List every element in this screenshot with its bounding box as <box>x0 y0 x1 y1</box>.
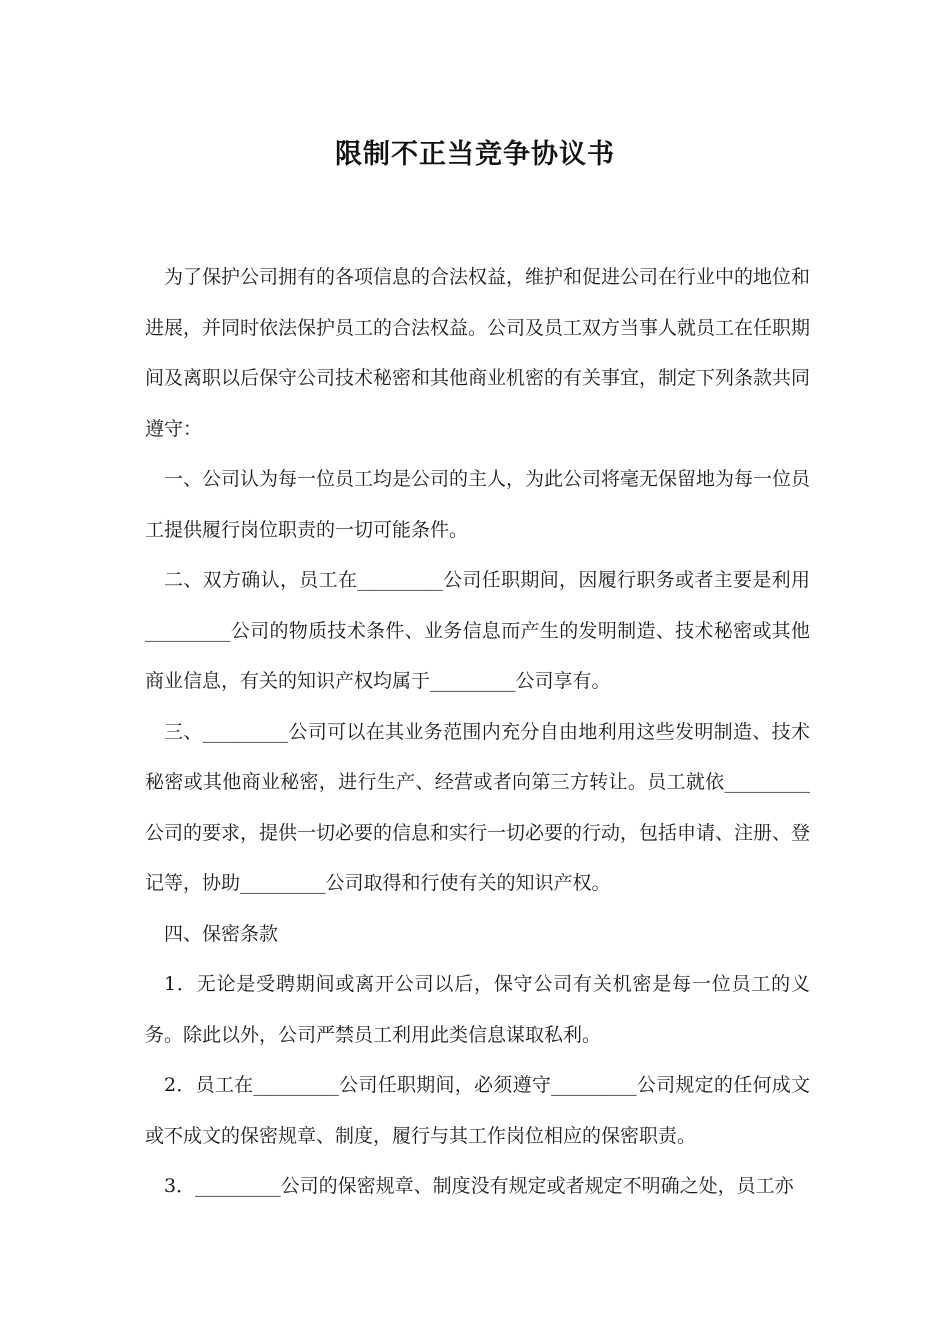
document-title: 限制不正当竞争协议书 <box>335 139 615 170</box>
document-body <box>145 252 810 1212</box>
clause-4-item-1: 1．无论是受聘期间或离开公司以后，保守公司有关机密是每一位员工的义务。除此以外，公司严禁员工利用此类信息谋取私利。 <box>145 973 810 1046</box>
clause-4-item-3: 3．_________公司的保密规章、制度没有规定或者规定不明确之处，员工亦 <box>164 1175 794 1197</box>
clause-1-paragraph: 一、公司认为每一位员工均是公司的主人，为此公司将毫无保留地为每一位员工提供履行岗位职责的一切可能条件。 <box>145 468 811 541</box>
clause-3-paragraph: 三、_________公司可以在其业务范围内充分自由地利用这些发明制造、技术秘密或其他商业秘密，进行生产、经营或者向第三方转让。员工就依_________公司的要求，提供一切必要的信息和实行一切必要的行动，包括申请、注册、登记等，协助_________公司取得和行使有关的知识产权。 <box>145 720 811 894</box>
clause-2-paragraph: 二、双方确认，员工在_________公司任职期间，因履行职务或者主要是利用_________公司的物质技术条件、业务信息而产生的发明制造、技术秘密或其他商业信息，有关的知识产权均属于_________公司享有。 <box>145 569 810 692</box>
preamble-paragraph: 为了保护公司拥有的各项信息的合法权益，维护和促进公司在行业中的地位和进展，并同时依法保护员工的合法权益。公司及员工双方当事人就员工在任职期间及离职以后保守公司技术秘密和其他商业机密的有关事宜，制定下列条款共同遵守： <box>145 266 811 440</box>
clause-4-item-2: 2．员工在_________公司任职期间，必须遵守_________公司规定的任何成文或不成文的保密规章、制度，履行与其工作岗位相应的保密职责。 <box>145 1074 810 1147</box>
clause-4-heading: 四、保密条款 <box>164 922 279 945</box>
